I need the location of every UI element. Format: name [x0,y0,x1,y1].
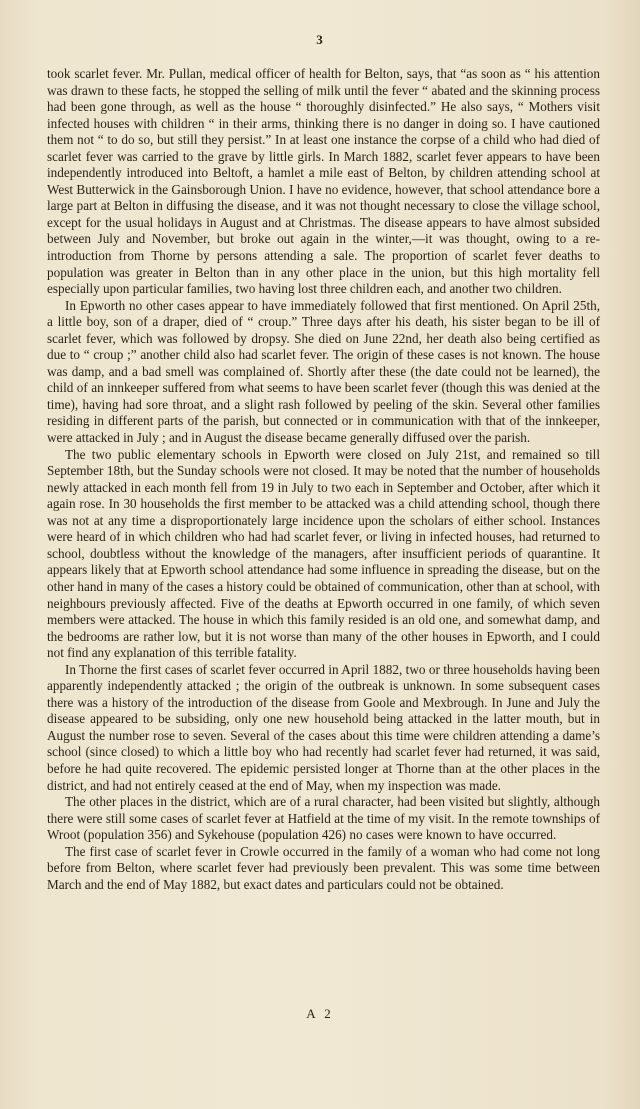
paragraph-epworth-schools: The two public elementary schools in Epworth were closed on July 21st, and remained so till September 18th, but the Sunday schools were not closed. It may be noted that the number of households newly attacked in each month fell from 19 in July to two each in September and October, after which it again rose. In 30 households the first member to be attacked was a child attending school, though there was not at any time a disproportionately large incidence upon the scholars of either school. Instances were heard of in which children who had had scarlet fever, or living in infected houses, had returned to school, doubtless without the knowledge of the managers, after insufficient periods of quarantine. It appears likely that at Epworth school attendance had some influence in spreading the disease, but on the other hand in many of the cases a history could be obtained of communication, other than at school, with neighbours previously affected. Five of the deaths at Epworth occurred in one family, of which seven members were attacked. The house in which this family resided is an old one, and somewhat damp, and the bedrooms are rather low, but it is not worse than many of the other houses in Epworth, and I could not find any explanation of this terrible fatality. [47,446,600,661]
page-number: 3 [316,32,324,47]
paragraph-belton: took scarlet fever. Mr. Pullan, medical officer of health for Belton, says, that “as soon as “ his attention was drawn to these facts, he stopped the selling of milk until the fever “ abated and the skinning process had been gone through, as well as the house “ thoroughly disinfected.” He also says, “ Mothers visit infected houses with children “ in their arms, thinking there is no danger in doing so. I have cautioned them not “ to do so, but still they persist.” In at least one instance the corpse of a child who had died of scarlet fever was carried to the grave by little girls. In March 1882, scarlet fever appears to have been independently introduced into Beltoft, a hamlet a mile east of Belton, by children attending school at West Butterwick in the Gainsborough Union. I have no evidence, however, that school attendance bore a large part at Belton in diffusing the disease, and it was not thought necessary to close the village school, except for the usual holidays in August and at Christmas. The disease appears to have almost subsided between July and November, but broke out again in the winter,—it was thought, owing to a re-introduction from Thorne by persons attending a sale. The proportion of scarlet fever deaths to population was greater in Belton than in any other place in the union, but this high mortality fell especially upon particular families, two having lost three children each, and another two children. [47,66,600,297]
paragraph-crowle: The first case of scarlet fever in Crowle occurred in the family of a woman who had come not long before from Belton, where scarlet fever had previously been prevalent. This was some time between March and the end of May 1882, but exact dates and particulars could not be obtained. [47,843,600,892]
printer-signature: A 2 [306,1006,334,1021]
paragraph-other-places: The other places in the district, which are of a rural character, had been visited but slightly, although there were still some cases of scarlet fever at Hatfield at the time of my visit. In the remote townships of Wroot (population 356) and Sykehouse (population 426) no cases were known to have occurred. [47,794,600,843]
body-text [47,66,600,893]
paragraph-thorne: In Thorne the first cases of scarlet fever occurred in April 1882, two or three households having been apparently independently attacked ; the origin of the outbreak is unknown. In some subsequent cases there was a history of the introduction of the disease from Goole and Mexbrough. In June and July the disease appeared to be subsiding, only one new household being attacked in the latter mouth, but in August the number rose to seven. Several of the cases about this time were children attending a dame’s school (since closed) to which a little boy who had recently had scarlet fever had returned, it was said, before he had quite recovered. The epidemic persisted longer at Thorne than at the other places in the district, and had not entirely ceased at the end of May, when my inspection was made. [47,661,600,793]
paragraph-epworth: In Epworth no other cases appear to have immediately followed that first mentioned. On April 25th, a little boy, son of a draper, died of “ croup.” Three days after his death, his sister began to be ill of scarlet fever, which was followed by dropsy. She died on June 22nd, her death also being certified as due to “ croup ;” another child also had scarlet fever. The origin of these cases is not known. The house was damp, and a bad smell was complained of. Shortly after these (the date could not be learned), the child of an innkeeper suffered from what seems to have been scarlet fever (though this was denied at the time), having had sore throat, and a slight rash followed by peeling of the skin. Several other families residing in different parts of the parish, but connected or in communication with that of the innkeeper, were attacked in July ; and in August the disease became generally diffused over the parish. [47,297,600,446]
